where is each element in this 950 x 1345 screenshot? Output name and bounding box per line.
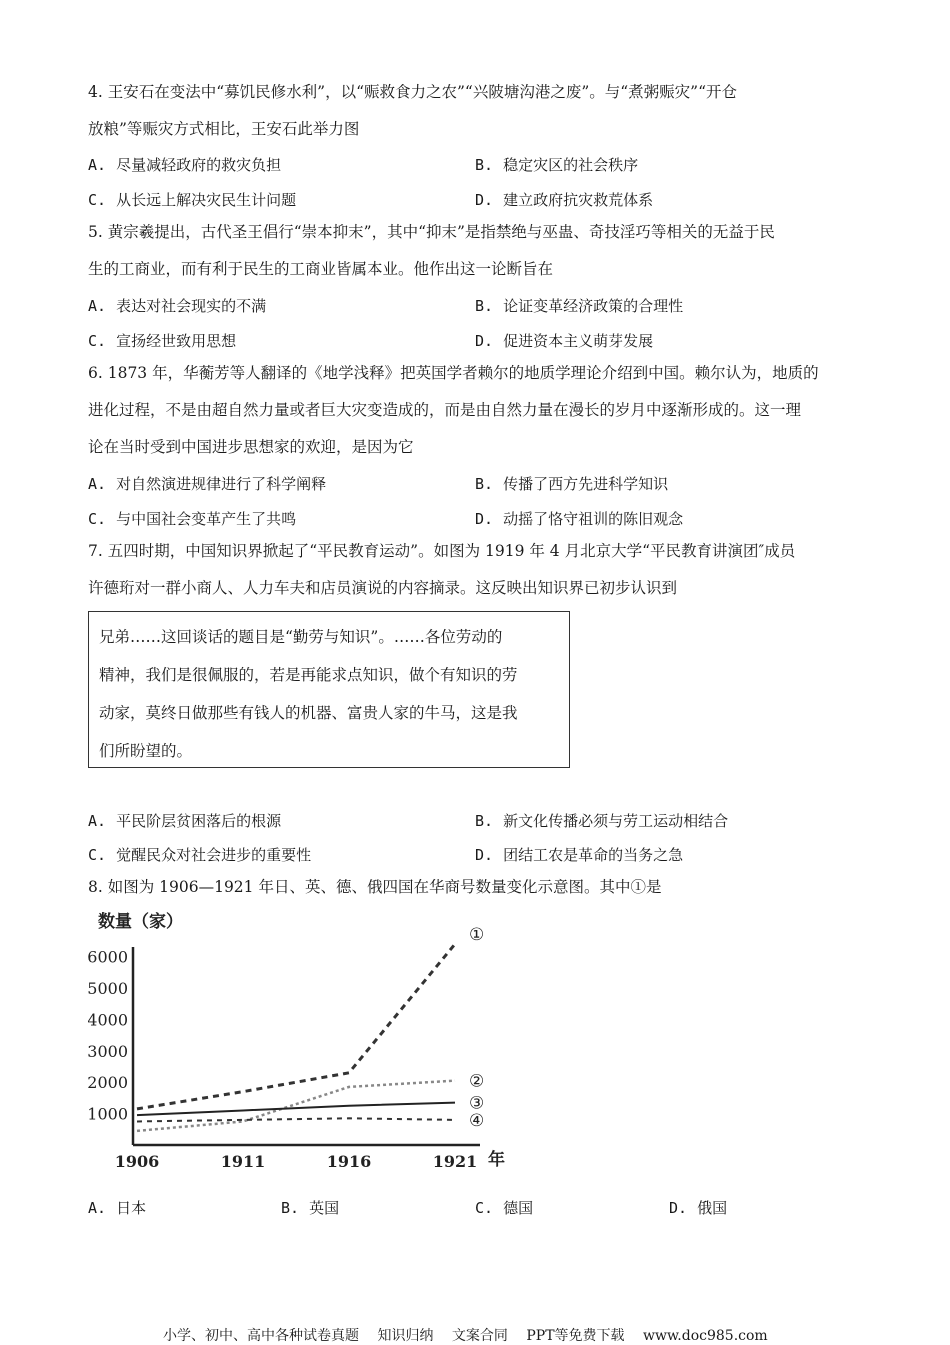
question-7-stem [88,533,863,607]
option-c[interactable]: C. 与中国社会变革产生了共鸣 [88,510,297,528]
y-tick-label: 3000 [88,1041,128,1061]
option-a[interactable]: A. 表达对社会现实的不满 [88,297,267,315]
question-6-stem [88,355,863,466]
y-tick-label: 5000 [88,979,128,998]
chart-svg [88,905,528,1180]
option-b[interactable]: B. 论证变革经济政策的合理性 [475,297,684,315]
y-tick-label: 4000 [88,1010,128,1030]
option-c[interactable]: C. 宣扬经世致用思想 [88,332,237,350]
footer-item: 小学、初中、高中各种试卷真题 [163,1328,359,1344]
stem-line: 5. 黄宗羲提出，古代圣王倡行“崇本抑末”，其中“抑末”是指禁绝与巫蛊、奇技淫巧等相关的无益于民 [88,223,775,241]
option-d[interactable]: D. 动摇了恪守祖训的陈旧观念 [475,510,684,528]
option-d[interactable]: D. 促进资本主义萌芽发展 [475,332,654,350]
option-b[interactable]: B. 英国 [281,1199,340,1217]
option-c[interactable]: C. 从长远上解决灾民生计问题 [88,191,297,209]
option-c[interactable]: C. 觉醒民众对社会进步的重要性 [88,846,312,864]
question-5-stem [88,214,863,288]
option-d[interactable]: D. 建立政府抗灾救荒体系 [475,191,654,209]
series-label: ② [469,1071,485,1092]
option-d[interactable]: D. 团结工农是革命的当务之急 [475,846,684,864]
footer [163,1325,782,1345]
x-tick-label: 1911 [220,1152,266,1171]
option-c[interactable]: C. 德国 [475,1199,534,1217]
stem-line: 6. 1873 年，华蘅芳等人翻译的《地学浅释》把英国学者赖尔的地质学理论介绍到中国。赖尔认为，地质的 [88,364,819,382]
option-a[interactable]: A. 平民阶层贫困落后的根源 [88,812,282,830]
x-axis-label: 年 [488,1150,505,1170]
stem-line: 4. 王安石在变法中“募饥民修水利”，以“赈救食力之农”“兴陂塘沟港之废”。与“煮粥赈灾”“开仓 [88,83,738,101]
y-tick-label: 2000 [88,1073,128,1093]
quote-box [88,611,570,768]
y-tick-label: 6000 [88,947,128,967]
x-tick-label: 1921 [432,1152,478,1171]
option-b[interactable]: B. 传播了西方先进科学知识 [475,475,669,493]
series-label: ④ [469,1110,485,1131]
option-b[interactable]: B. 新文化传播必须与劳工运动相结合 [475,812,729,830]
series-label: ③ [469,1093,485,1114]
stem-line: 7. 五四时期，中国知识界掀起了“平民教育运动”。如图为 1919 年 4 月北京大学“平民教育讲演团″成员 [88,542,796,560]
x-tick-label: 1916 [326,1152,372,1171]
option-a[interactable]: A. 对自然演进规律进行了科学阐释 [88,475,327,493]
stem-line: 论在当时受到中国进步思想家的欢迎，是因为它 [88,438,414,456]
footer-item: PPT等免费下载 [526,1328,625,1344]
quote-line: 精神，我们是很佩服的，若是再能求点知识，做个有知识的劳 [99,666,518,684]
question-8-stem [88,869,863,906]
series-line [137,1118,455,1121]
y-tick-label: 1000 [88,1104,128,1124]
stem-line: 放粮”等赈灾方式相比，王安石此举力图 [88,120,360,138]
quote-line: 们所盼望的。 [99,742,193,760]
y-axis-label: 数量（家） [98,912,183,932]
x-tick-label: 1906 [114,1152,160,1171]
option-a[interactable]: A. 日本 [88,1199,147,1217]
stem-line: 生的工商业，而有利于民生的工商业皆属本业。他作出这一论断旨在 [88,260,554,278]
footer-link[interactable]: www.doc985.com [643,1328,768,1344]
footer-item: 文案合同 [451,1328,508,1344]
merchant-count-chart [88,905,528,1184]
option-d[interactable]: D. 俄国 [669,1199,728,1217]
series-label: ① [469,925,485,946]
stem-line: 8. 如图为 1906—1921 年日、英、德、俄四国在华商号数量变化示意图。其中①是 [88,878,662,896]
quote-line: 兄弟……这回谈话的题目是“勤劳与知识”。……各位劳动的 [99,628,503,646]
quote-line: 动家，莫终日做那些有钱人的机器、富贵人家的牛马，这是我 [99,704,518,722]
stem-line: 许德珩对一群小商人、人力车夫和店员演说的内容摘录。这反映出知识界已初步认识到 [88,579,678,597]
series-line [137,1081,455,1131]
footer-item: 知识归纳 [377,1328,434,1344]
option-b[interactable]: B. 稳定灾区的社会秩序 [475,156,639,174]
stem-line: 进化过程，不是由超自然力量或者巨大灾变造成的，而是由自然力量在漫长的岁月中逐渐形成的。这一理 [88,401,802,419]
question-4-stem [88,74,863,148]
option-a[interactable]: A. 尽量减轻政府的救灾负担 [88,156,282,174]
